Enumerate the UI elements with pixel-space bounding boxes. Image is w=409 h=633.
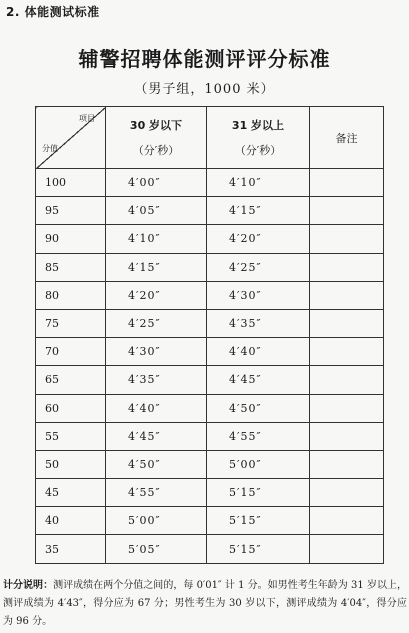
over-31-time-cell: 4′20″ — [207, 225, 310, 253]
score-cell: 45 — [36, 479, 106, 507]
note-cell — [310, 309, 384, 337]
note-cell — [310, 507, 384, 535]
over-31-time-cell: 5′00″ — [207, 450, 310, 478]
over-31-time-cell: 4′15″ — [207, 197, 310, 225]
under-30-time-cell: 4′35″ — [106, 366, 207, 394]
table-row — [36, 479, 384, 507]
header-over-31 — [207, 107, 310, 169]
under-30-time-cell: 4′50″ — [106, 450, 207, 478]
over-31-time-cell: 5′15″ — [207, 479, 310, 507]
score-cell: 40 — [36, 507, 106, 535]
header-under-30 — [106, 107, 207, 169]
over-31-time-cell: 4′10″ — [207, 169, 310, 197]
table-row — [36, 309, 384, 337]
table-body — [36, 169, 384, 564]
under-30-time-cell: 4′10″ — [106, 225, 207, 253]
note-cell — [310, 422, 384, 450]
table-row — [36, 394, 384, 422]
note-cell — [310, 169, 384, 197]
note-cell — [310, 281, 384, 309]
header-note: 备注 — [310, 107, 384, 169]
over-31-time-cell: 4′30″ — [207, 281, 310, 309]
under-30-time-cell: 4′40″ — [106, 394, 207, 422]
score-cell: 70 — [36, 338, 106, 366]
table-row — [36, 422, 384, 450]
table-row — [36, 281, 384, 309]
under-30-time-cell: 5′05″ — [106, 535, 207, 563]
document-subtitle: （男子组，1000 米） — [134, 82, 275, 97]
table-row — [36, 366, 384, 394]
score-cell: 55 — [36, 422, 106, 450]
note-cell — [310, 450, 384, 478]
table-row — [36, 253, 384, 281]
diagonal-header-cell — [36, 107, 106, 169]
note-cell — [310, 338, 384, 366]
under-30-time-cell: 4′55″ — [106, 479, 207, 507]
header-under-30-unit: （分′秒） — [132, 144, 180, 157]
header-item-label: 项目 — [79, 114, 95, 123]
under-30-time-cell: 4′45″ — [106, 422, 207, 450]
score-cell: 60 — [36, 394, 106, 422]
note-cell — [310, 535, 384, 563]
under-30-time-cell: 4′30″ — [106, 338, 207, 366]
score-cell: 100 — [36, 169, 106, 197]
score-cell: 80 — [36, 281, 106, 309]
over-31-time-cell: 4′25″ — [207, 253, 310, 281]
score-table — [35, 106, 384, 564]
note-cell — [310, 225, 384, 253]
table-row — [36, 450, 384, 478]
under-30-time-cell: 4′15″ — [106, 253, 207, 281]
scoring-note-label: 计分说明： — [3, 580, 54, 591]
document-title: 辅警招聘体能测评评分标准 — [78, 47, 331, 71]
header-over-31-unit: （分′秒） — [234, 144, 282, 157]
score-cell: 90 — [36, 225, 106, 253]
score-cell: 95 — [36, 197, 106, 225]
over-31-time-cell: 4′45″ — [207, 366, 310, 394]
under-30-time-cell: 4′20″ — [106, 281, 207, 309]
score-cell: 85 — [36, 253, 106, 281]
table-row — [36, 535, 384, 563]
scoring-note — [3, 577, 407, 631]
over-31-time-cell: 5′15″ — [207, 507, 310, 535]
table-row — [36, 338, 384, 366]
table-row — [36, 225, 384, 253]
score-cell: 65 — [36, 366, 106, 394]
table-row — [36, 169, 384, 197]
under-30-time-cell: 5′00″ — [106, 507, 207, 535]
over-31-time-cell: 4′35″ — [207, 309, 310, 337]
header-under-30-title: 30 岁以下 — [129, 119, 183, 132]
over-31-time-cell: 4′50″ — [207, 394, 310, 422]
section-heading: 2. 体能测试标准 — [6, 5, 100, 19]
table-header-row — [36, 107, 384, 169]
score-cell: 35 — [36, 535, 106, 563]
under-30-time-cell: 4′00″ — [106, 169, 207, 197]
note-cell — [310, 366, 384, 394]
scoring-note-text: 测评成绩在两个分值之间的，每 0′01″ 计 1 分。如男性考生年龄为 31 岁以上，测评成绩为 4′43″，得分应为 67 分；男性考生为 30 岁以下，测评成绩为 4′04″，得分应为 96 分。 — [3, 580, 408, 627]
note-cell — [310, 253, 384, 281]
note-cell — [310, 197, 384, 225]
header-over-31-title: 31 岁以上 — [231, 119, 285, 132]
over-31-time-cell: 4′55″ — [207, 422, 310, 450]
under-30-time-cell: 4′25″ — [106, 309, 207, 337]
over-31-time-cell: 5′15″ — [207, 535, 310, 563]
score-cell: 75 — [36, 309, 106, 337]
under-30-time-cell: 4′05″ — [106, 197, 207, 225]
table-row — [36, 507, 384, 535]
table-row — [36, 197, 384, 225]
note-cell — [310, 479, 384, 507]
score-cell: 50 — [36, 450, 106, 478]
note-cell — [310, 394, 384, 422]
header-score-label: 分值 — [42, 144, 58, 153]
over-31-time-cell: 4′40″ — [207, 338, 310, 366]
